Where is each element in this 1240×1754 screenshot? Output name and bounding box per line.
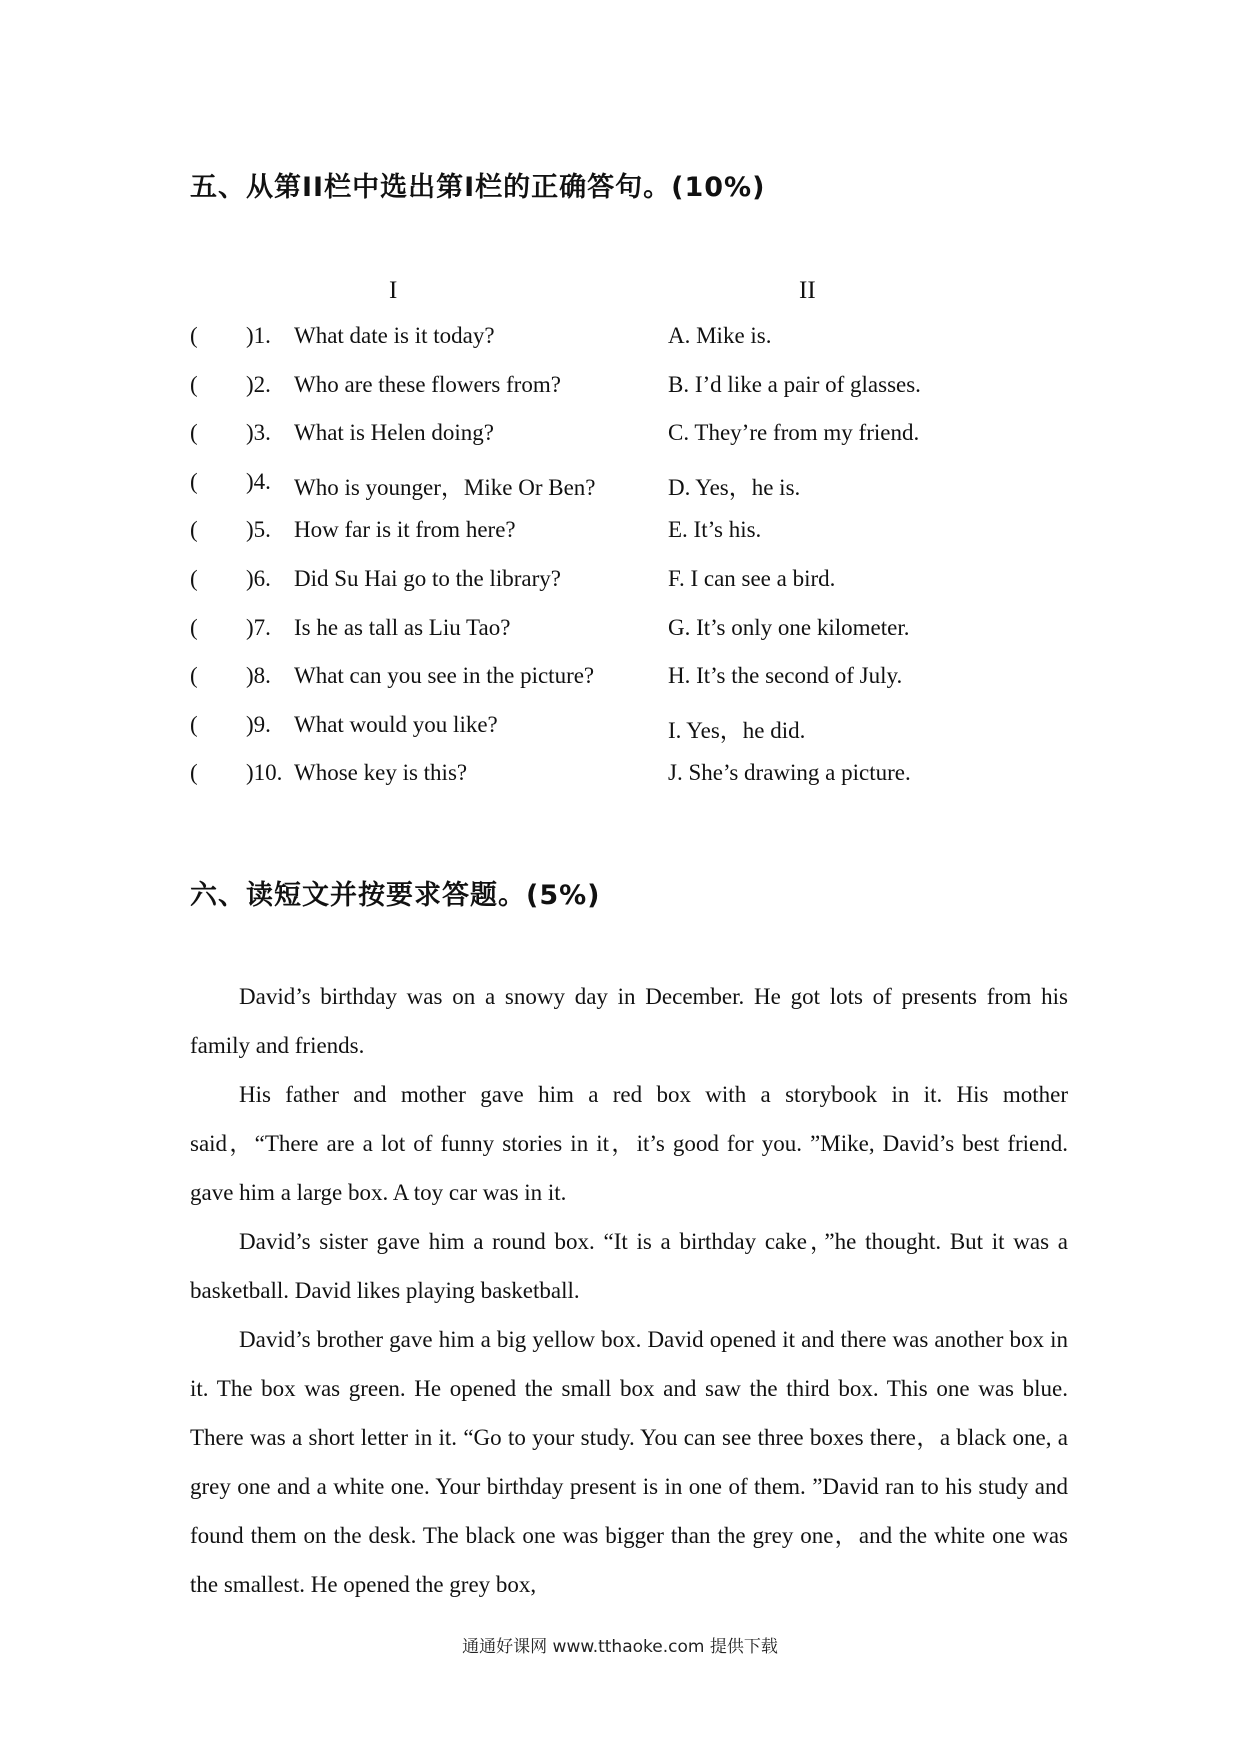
passage-paragraph: David’s sister gave him a round box. “It is a birthday cake，”he thought. But it was a basketball. David likes playing basketball. (190, 1229, 1068, 1303)
matching-row (0, 663, 1240, 703)
question-number: )9. (246, 711, 271, 737)
answer-blank[interactable]: ( (190, 371, 198, 397)
question-number: )4. (246, 468, 271, 494)
column-1-label: I (389, 277, 398, 304)
matching-row (0, 566, 1240, 606)
answer-option: J. She’s drawing a picture. (668, 760, 911, 786)
passage-paragraph: David’s brother gave him a big yellow box. David opened it and there was another box in it. The box was green. He opened the small box and saw the third box. This one was blue. There was a short letter in it. “Go to your study. You can see three boxes there，a black one, a grey one and a white one. Your birthday present is in one of them. ”David ran to his study and found them on the desk. The black one was bigger than the grey one，and the white one was the smallest. He opened the grey box, (190, 1327, 1068, 1597)
answer-blank[interactable]: ( (190, 614, 198, 640)
answer-blank[interactable]: ( (190, 663, 198, 689)
question-text: Whose key is this? (294, 760, 468, 786)
answer-option: C. They’re from my friend. (668, 420, 920, 446)
answer-blank[interactable]: ( (190, 566, 198, 591)
matching-row (0, 323, 1240, 363)
question-number: )8. (246, 663, 271, 689)
question-number: )10. (246, 760, 283, 786)
matching-row (0, 615, 1240, 655)
answer-option: F. I can see a bird. (668, 566, 836, 591)
passage-paragraph: His father and mother gave him a red box with a storybook in it. His mother said，“There are a lot of funny stories in it，it’s good for you. ”Mike, David’s best friend. gave him a large box. A toy car was in it. (190, 1082, 1068, 1205)
question-text: What can you see in the picture? (294, 663, 595, 689)
question-text: Is he as tall as Liu Tao? (294, 614, 511, 640)
column-2-label: II (799, 277, 816, 304)
question-number: )1. (246, 323, 271, 348)
answer-blank[interactable]: ( (190, 711, 198, 737)
question-number: )2. (246, 371, 271, 397)
answer-option: A. Mike is. (668, 323, 772, 348)
question-number: )3. (246, 420, 271, 446)
answer-option: D. Yes，he is. (668, 474, 801, 500)
question-text: How far is it from here? (294, 517, 516, 543)
answer-option: B. I’d like a pair of glasses. (668, 371, 921, 397)
question-text: What date is it today? (294, 323, 495, 348)
answer-blank[interactable]: ( (190, 517, 198, 543)
footer-credit: 通通好课网 www.tthaoke.com 提供下载 (462, 1637, 778, 1657)
answer-blank[interactable]: ( (190, 420, 198, 446)
passage-paragraph: David’s birthday was on a snowy day in December. He got lots of presents from his family and friends. (190, 984, 1068, 1058)
question-text: What would you like? (294, 711, 498, 737)
section-6-heading: 六、读短文并按要求答题。(5%) (190, 880, 601, 911)
matching-row (0, 469, 1240, 509)
matching-row (0, 517, 1240, 557)
answer-option: G. It’s only one kilometer. (668, 614, 910, 640)
question-text: Did Su Hai go to the library? (294, 566, 562, 591)
matching-row (0, 760, 1240, 800)
answer-blank[interactable]: ( (190, 323, 198, 348)
matching-row (0, 712, 1240, 752)
matching-row (0, 420, 1240, 460)
question-number: )5. (246, 517, 271, 543)
question-number: )7. (246, 614, 271, 640)
answer-option: I. Yes，he did. (668, 717, 806, 743)
answer-blank[interactable]: ( (190, 468, 198, 494)
question-text: What is Helen doing? (294, 420, 494, 446)
reading-passage (190, 972, 1068, 1609)
matching-row (0, 372, 1240, 412)
question-number: )6. (246, 566, 271, 591)
answer-option: H. It’s the second of July. (668, 663, 903, 689)
answer-blank[interactable]: ( (190, 760, 198, 786)
question-text: Who is younger，Mike Or Ben? (294, 474, 596, 500)
question-text: Who are these flowers from? (294, 371, 561, 397)
answer-option: E. It’s his. (668, 517, 762, 543)
section-5-heading: 五、从第II栏中选出第I栏的正确答句。(10%) (190, 172, 766, 203)
